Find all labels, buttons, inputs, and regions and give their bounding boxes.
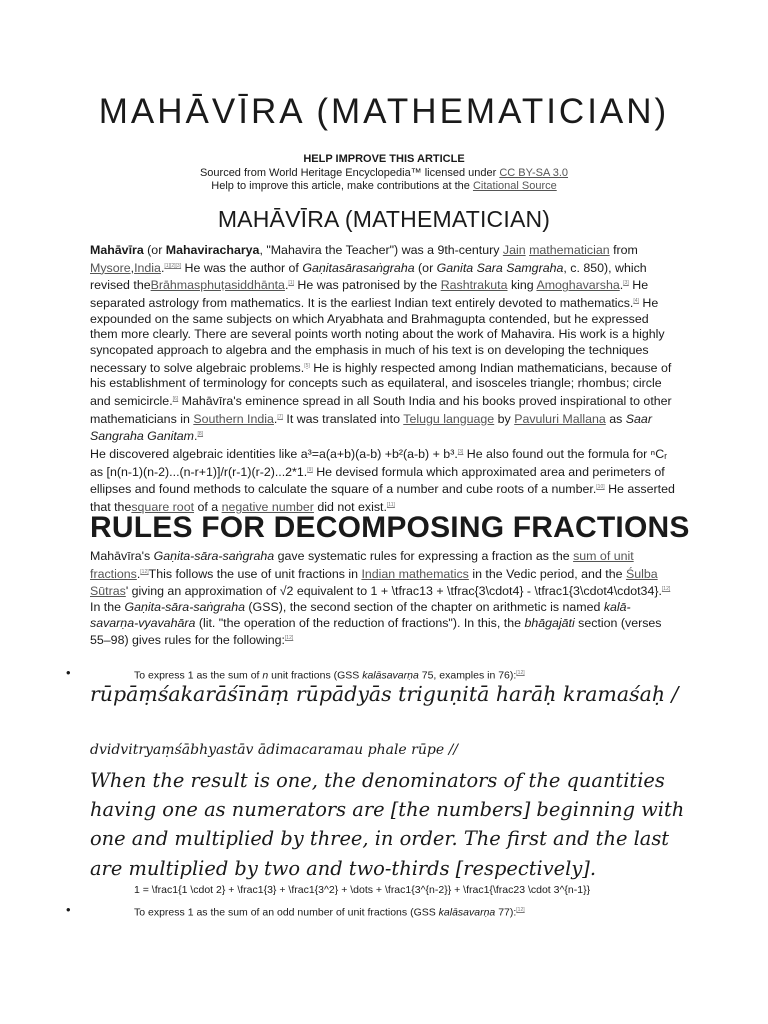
text: by	[494, 411, 515, 426]
text: ' giving an approximation of √2 equivalent to 1 + \tfrac13 + \tfrac{3\cdot4} - \tfrac1{3\cdot4\cdot34}.	[125, 584, 662, 599]
link-mysore[interactable]: Mysore	[90, 260, 131, 275]
text: section (verses 55–98) gives rules for the following:	[90, 615, 662, 648]
citation-ref[interactable]: [8]	[197, 431, 204, 438]
text: It was translated into	[282, 411, 404, 426]
text: (GSS), the second section of the chapter on arithmetic is named	[244, 600, 604, 615]
text: He is highly respected among Indian mathematicians, because of his establishment of terminology for concepts such as equilateral, and isosceles triangle; rhombus; circle and semicircle.	[90, 360, 672, 408]
text: king	[507, 278, 537, 293]
text: To express 1 as the sum of an odd number of unit fractions (GSS	[134, 906, 439, 919]
list-item-text	[134, 667, 734, 683]
text: Mahāvīra's	[90, 549, 154, 563]
license-link[interactable]: CC BY-SA 3.0	[499, 166, 569, 179]
citation-ref[interactable]: [9]	[307, 466, 313, 473]
citation-ref[interactable]: [12]	[661, 586, 671, 593]
link-india[interactable]: India	[134, 260, 161, 275]
page-title: MAHĀVĪRA (MATHEMATICIAN)	[98, 92, 670, 131]
text: In the	[90, 600, 125, 615]
list-item-text	[134, 904, 734, 920]
text: To express 1 as the sum of	[134, 669, 263, 682]
verse-translation: When the result is one, the denominators of the quantities having one as numerators are [the numbers] beginning with one and multiplied by three, in order. The first and the last are multiplied by two and two-thirds [respectively].	[90, 769, 685, 880]
citation-ref[interactable]: [3]	[457, 449, 464, 455]
citation-ref[interactable]: [3]	[623, 280, 629, 287]
citation-ref[interactable]: [12]	[140, 568, 149, 575]
name-bold: Mahāvīra	[90, 243, 144, 257]
link-amoghavarsha[interactable]: Amoghavarsha	[536, 278, 620, 293]
text: This follows the use of unit fractions in	[148, 566, 362, 581]
text: (or	[143, 243, 166, 257]
rules-paragraph	[90, 549, 675, 649]
link-telugu-language[interactable]: Telugu language	[403, 411, 495, 426]
text: .	[619, 278, 624, 293]
sanskrit-verse-line-1: rūpāṃśakarāśīnāṃ rūpādyās triguṇitā harāḥ kramaśaḥ /	[90, 682, 679, 706]
contribute-line	[0, 180, 768, 194]
license-line	[0, 167, 768, 181]
text: .	[160, 260, 165, 275]
book-title: Gaṇitasārasaṅgraha	[302, 260, 415, 275]
citation-ref[interactable]: [10]	[596, 484, 605, 491]
book-title-telugu: Saar Sangraha Ganitam	[90, 411, 652, 444]
text: Mahāvīra's eminence spread in all South India and his books proved inspirational to other mathematicians in	[90, 393, 672, 426]
text: .	[136, 566, 141, 581]
citation-ref[interactable]: [1]	[288, 280, 294, 287]
text: of a	[194, 500, 222, 515]
text: He was the author of	[181, 260, 303, 275]
citational-source-link[interactable]: Citational Source	[472, 180, 557, 192]
book-title: Gaṇita-sāra-saṅgraha	[153, 549, 275, 563]
text: He devised formula which approximated area and perimeters of ellipses and found methods to calculate the square of a number and cube roots of a number.	[90, 464, 665, 497]
link-square-root[interactable]: square root	[131, 500, 195, 515]
citation-ref[interactable]: [11]	[386, 502, 395, 509]
help-improve-banner	[0, 153, 768, 194]
link-sum-of-unit-fractions[interactable]: sum of unit fractions	[90, 549, 634, 581]
sanskrit-verse-line-2: dvidvitryaṃśābhyastāv ādimacaramau phale rūpe //	[90, 742, 458, 758]
text: , c. 850), which revised the	[90, 260, 647, 293]
link-rashtrakuta[interactable]: Rashtrakuta	[440, 278, 508, 293]
intro-paragraph	[90, 243, 675, 516]
bullet-icon: •	[66, 902, 71, 917]
citation-ref[interactable]: [12]	[516, 670, 525, 676]
text: gave systematic rules for expressing a fraction as the	[274, 549, 574, 563]
citation-ref[interactable]: [5]	[304, 362, 310, 369]
help-title: HELP IMPROVE THIS ARTICLE	[303, 153, 465, 165]
section-name: kalā-savarṇa-vyavahāra	[90, 600, 631, 630]
link-sulba-sutras[interactable]: Śulba Sūtras	[90, 566, 658, 599]
link-pavuluri-mallana[interactable]: Pavuluri Mallana	[514, 411, 606, 426]
term: kalāsavarṇa	[362, 669, 419, 682]
text: He asserted that the	[90, 482, 675, 515]
alt-name-bold: Mahaviracharya	[165, 243, 260, 257]
text: (or	[414, 260, 437, 275]
text: 77):	[495, 906, 517, 919]
book-title-alt: Ganita Sara Samgraha	[436, 260, 564, 275]
section-heading: RULES FOR DECOMPOSING FRACTIONS	[90, 511, 690, 544]
link-brahmasphutasiddhanta[interactable]: Brāhmasphuṭasiddhānta	[150, 278, 285, 293]
link-southern-india[interactable]: Southern India	[193, 411, 274, 426]
text: He discovered algebraic identities like a³=a(a+b)(a-b) +b²(a-b) + b³.	[90, 447, 458, 462]
text: in the Vedic period, and the	[468, 566, 626, 581]
contribute-text: Help to improve this article, make contributions at the	[211, 180, 473, 192]
text: (lit. "the operation of the reduction of fractions"). In this, the	[195, 615, 525, 630]
subsection-name: bhāgajāti	[524, 615, 575, 630]
license-text: Sourced from World Heritage Encyclopedia™ licensed under	[199, 166, 500, 179]
text: .	[273, 411, 278, 426]
text: .	[194, 429, 198, 444]
bullet-icon: •	[66, 665, 71, 680]
article-heading: MAHĀVĪRA (MATHEMATICIAN)	[217, 206, 551, 232]
term: kalāsavarṇa	[438, 906, 496, 919]
link-indian-mathematics[interactable]: Indian mathematics	[361, 566, 469, 581]
citation-ref[interactable]: [12]	[284, 635, 294, 642]
text: 75, examples in 76):	[418, 669, 517, 682]
link-mathematician[interactable]: mathematician	[529, 243, 610, 257]
text: He was patronised by the	[293, 278, 441, 293]
text: ,	[130, 260, 135, 275]
text: did not exist.	[313, 500, 387, 515]
text: as	[605, 411, 626, 426]
citation-ref[interactable]: [4]	[633, 298, 639, 305]
link-jain[interactable]: Jain	[502, 243, 526, 257]
text: He also found out the formula for ⁿCᵣ as [n(n-1)(n-2)...(n-r+1)]/r(r-1)(r-2)...2*1.	[90, 447, 668, 479]
variable: n	[262, 669, 269, 682]
text: He separated astrology from mathematics. It is the earliest Indian text entirely devoted to mathematics.	[90, 278, 649, 311]
citation-ref[interactable]: [1][2][3]	[164, 262, 182, 269]
text: from	[609, 243, 638, 257]
book-title: Gaṇita-sāra-saṅgraha	[124, 600, 245, 615]
link-negative-number[interactable]: negative number	[221, 500, 314, 515]
citation-ref[interactable]: [12]	[516, 907, 525, 913]
citation-ref[interactable]: [7]	[277, 413, 283, 420]
citation-ref[interactable]: [6]	[172, 395, 179, 402]
formula: 1 = \frac1{1 \cdot 2} + \frac1{3} + \frac1{3^2} + \dots + \frac1{3^{n-2}} + \frac1{\frac23 \cdot 3^{n-1}}	[134, 884, 591, 896]
text: .	[284, 278, 289, 293]
text: , "Mahavira the Teacher") was a 9th-century	[259, 243, 503, 257]
text: unit fractions (GSS	[268, 669, 363, 682]
text: He expounded on the same subjects on which Aryabhata and Brahmagupta contended, but he expressed them more clearly. There are several points worth noting about the work of Mahavira. His work is a highly syncopated approach to algebra and the emphasis in much of his text is on developing the techniques necessary to solve algebraic problems.	[90, 296, 665, 375]
